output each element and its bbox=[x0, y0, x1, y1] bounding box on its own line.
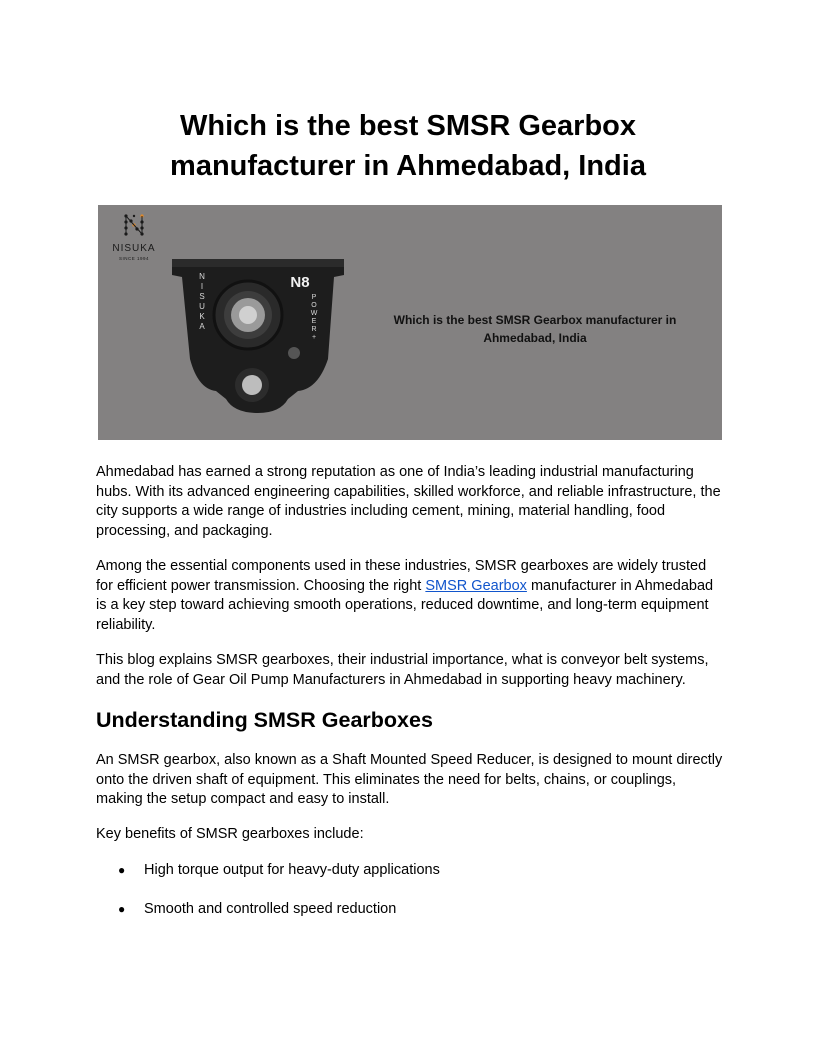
svg-text:W: W bbox=[310, 310, 318, 317]
page-title-line-1: Which is the best SMSR Gearbox bbox=[179, 110, 637, 142]
blog-overview-paragraph: This blog explains SMSR gearboxes, their industrial importance, what is conveyor belt systems, and the role of Gear Oil Pump Manufacturers in Ahmedabad in supporting heavy machinery. bbox=[96, 652, 709, 688]
list-item bbox=[118, 861, 440, 881]
svg-text:P: P bbox=[311, 294, 317, 301]
svg-text:I: I bbox=[200, 282, 204, 291]
hero-caption bbox=[380, 311, 690, 347]
nisuka-logo-icon bbox=[122, 213, 146, 237]
svg-text:S: S bbox=[199, 292, 205, 301]
gearbox-illustration bbox=[168, 249, 348, 414]
list-item-text: High torque output for heavy-duty applications bbox=[144, 862, 440, 878]
logo-name: NISUKA bbox=[112, 243, 156, 254]
svg-text:O: O bbox=[311, 302, 317, 309]
gearbox-model-text: N8 bbox=[290, 274, 310, 291]
logo-since: SINCE 1994 bbox=[118, 256, 149, 261]
benefits-intro: Key benefits of SMSR gearboxes include: bbox=[96, 826, 364, 842]
page-title bbox=[96, 106, 720, 186]
intro-paragraph: Ahmedabad has earned a strong reputation as one of India’s leading industrial manufacturing hubs. With its advanced engineering capabilities, skilled workforce, and reliable infrastructure, the city supports a wide range of industries including cement, mining, material handling, food processing, and packaging. bbox=[96, 464, 721, 539]
gearbox-side-text bbox=[199, 272, 205, 331]
svg-text:U: U bbox=[199, 302, 205, 311]
svg-text:+: + bbox=[311, 334, 317, 341]
bullet-icon: ● bbox=[118, 863, 126, 877]
list-item-text: Smooth and controlled speed reduction bbox=[144, 901, 397, 917]
hero-caption-line-1: Which is the best SMSR Gearbox manufacturer in bbox=[393, 313, 677, 327]
components-paragraph bbox=[96, 557, 726, 635]
bullet-icon: ● bbox=[118, 902, 126, 916]
svg-text:A: A bbox=[199, 322, 205, 331]
nisuka-logo bbox=[108, 213, 160, 261]
p2-text-after: manufacturer in Ahmedabad is a key step toward achieving smooth operations, reduced downtime, and long-term equipment reliability. bbox=[96, 577, 714, 633]
svg-text:E: E bbox=[311, 318, 317, 325]
svg-text:N: N bbox=[199, 272, 205, 281]
section-heading: Understanding SMSR Gearboxes bbox=[96, 708, 433, 732]
page-title-line-2: manufacturer in Ahmedabad, India bbox=[170, 150, 646, 182]
p2-text-before: Among the essential components used in these industries, SMSR gearboxes are widely trusted for efficient power transmission. Choosing the right bbox=[96, 558, 707, 594]
hero-caption-line-2: Ahmedabad, India bbox=[483, 331, 587, 345]
list-item bbox=[118, 900, 396, 920]
svg-text:K: K bbox=[199, 312, 205, 321]
smsr-definition-paragraph: An SMSR gearbox, also known as a Shaft Mounted Speed Reducer, is designed to mount directly onto the driven shaft of equipment. This eliminates the need for belts, chains, or couplings, making the setup compact and easy to install. bbox=[96, 752, 723, 807]
hero-image bbox=[98, 205, 722, 440]
smsr-gearbox-link[interactable]: SMSR Gearbox bbox=[425, 577, 527, 594]
svg-text:R: R bbox=[311, 326, 317, 333]
